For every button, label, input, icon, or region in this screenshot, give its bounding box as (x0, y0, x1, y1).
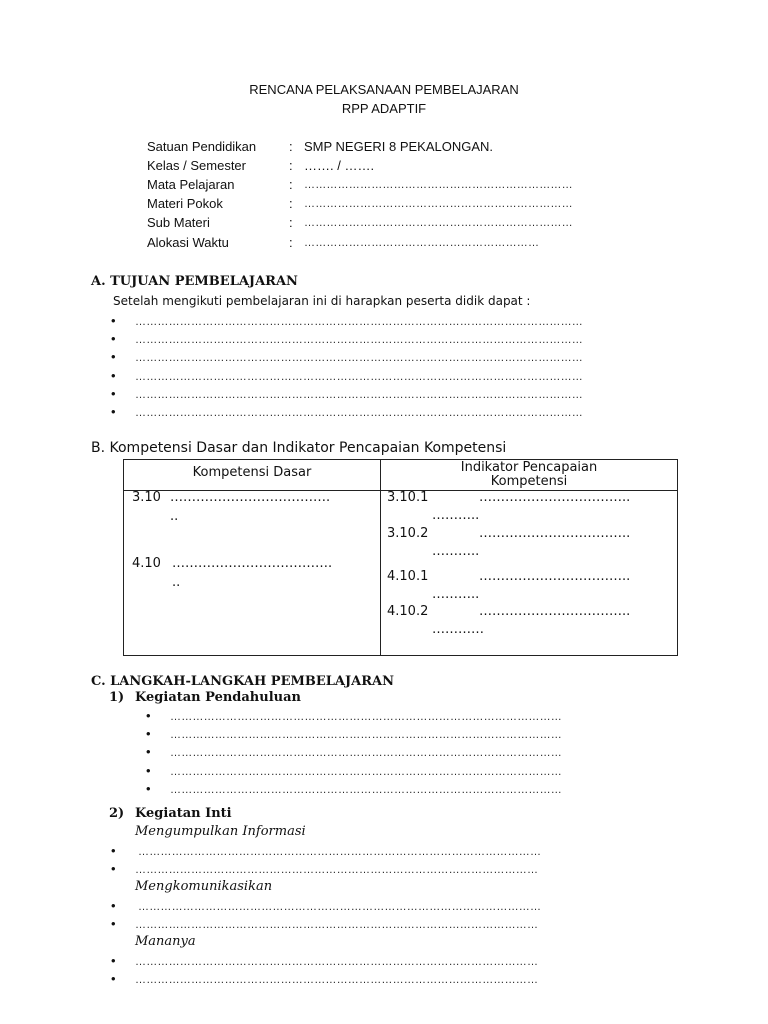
bullet-icon: • (146, 763, 151, 778)
identity-colon: : (289, 139, 293, 154)
bullet-icon: • (111, 861, 116, 876)
bullet-icon: • (111, 368, 116, 383)
identity-label: Kelas / Semester (147, 158, 246, 173)
step-number: 1) (109, 690, 125, 705)
list-item: …………………………………………………………………………………………… (170, 747, 562, 759)
ipk-text: ……….. (432, 587, 480, 602)
bullet-icon: • (146, 781, 151, 796)
bullet-icon: • (111, 916, 116, 931)
list-item: ………………………………………………………………………………………………………… (135, 334, 583, 346)
section-c-heading: C. LANGKAH-LANGKAH PEMBELAJARAN (91, 674, 395, 689)
kd-text: .. (172, 575, 181, 590)
kd-text: ………………………………. (170, 490, 331, 505)
document-title: RENCANA PELAKSANAAN PEMBELAJARAN (249, 82, 519, 97)
list-item: ……………………………………………………………………………………………… (138, 901, 542, 913)
ipk-text: …………………………….. (479, 604, 631, 619)
identity-value: ……………………………………………………………… (304, 217, 573, 229)
list-item: ……………………………………………………………………………………………… (138, 846, 542, 858)
step-number: 2) (109, 806, 125, 821)
kd-text: .. (170, 509, 179, 524)
identity-colon: : (289, 196, 293, 211)
section-a-heading: A. TUJUAN PEMBELAJARAN (91, 274, 298, 289)
identity-value: ……………………………………………………………… (304, 198, 573, 210)
list-item: ……………………………………………………………………………………………… (135, 919, 539, 931)
ipk-code: 4.10.1 (387, 569, 429, 584)
ipk-code: 3.10.2 (387, 526, 429, 541)
kd-text: ………………………………. (172, 556, 333, 571)
bullet-icon: • (146, 708, 151, 723)
bullet-icon: • (111, 898, 116, 913)
list-item: ………………………………………………………………………………………………………… (135, 316, 583, 328)
table-header-ipk: Kompetensi (490, 474, 568, 489)
table-header-ipk: Indikator Pencapaian (460, 460, 598, 475)
ipk-text: …………………………….. (479, 569, 631, 584)
identity-label: Materi Pokok (147, 196, 223, 211)
bullet-icon: • (146, 726, 151, 741)
list-item: …………………………………………………………………………………………… (170, 784, 562, 796)
bullet-icon: • (111, 349, 116, 364)
bullet-icon: • (146, 744, 151, 759)
activity-label: Mengkomunikasikan (135, 879, 273, 894)
table-header-kd: Kompetensi Dasar (192, 465, 312, 480)
bullet-icon: • (111, 843, 116, 858)
section-a-intro: Setelah mengikuti pembelajaran ini di harapkan peserta didik dapat : (113, 294, 531, 308)
identity-value: SMP NEGERI 8 PEKALONGAN. (304, 139, 494, 154)
list-item: ………………………………………………………………………………………………………… (135, 371, 583, 383)
list-item: …………………………………………………………………………………………… (170, 711, 562, 723)
ipk-text: ……….. (432, 544, 480, 559)
list-item: …………………………………………………………………………………………… (170, 766, 562, 778)
ipk-text: ………… (432, 622, 484, 637)
identity-colon: : (289, 177, 293, 192)
identity-label: Sub Materi (147, 215, 210, 230)
bullet-icon: • (111, 953, 116, 968)
identity-value: ……………………………………………………… (304, 237, 540, 249)
ipk-text: ……….. (432, 508, 480, 523)
identity-label: Satuan Pendidikan (147, 139, 257, 154)
identity-colon: : (289, 235, 293, 250)
step-title: Kegiatan Pendahuluan (135, 690, 301, 705)
list-item: ………………………………………………………………………………………………………… (135, 389, 583, 401)
ipk-code: 4.10.2 (387, 604, 429, 619)
list-item: …………………………………………………………………………………………… (170, 729, 562, 741)
bullet-icon: • (111, 971, 116, 986)
identity-colon: : (289, 215, 293, 230)
bullet-icon: • (111, 386, 116, 401)
list-item: ………………………………………………………………………………………………………… (135, 352, 583, 364)
activity-label: Mananya (135, 934, 196, 949)
ipk-code: 3.10.1 (387, 490, 429, 505)
document-subtitle: RPP ADAPTIF (341, 101, 427, 116)
step-title: Kegiatan Inti (135, 806, 232, 821)
list-item: ……………………………………………………………………………………………… (135, 864, 539, 876)
kd-code: 3.10 (132, 490, 161, 505)
list-item: ……………………………………………………………………………………………… (135, 956, 539, 968)
ipk-text: …………………………….. (479, 490, 631, 505)
bullet-icon: • (111, 404, 116, 419)
identity-label: Mata Pelajaran (147, 177, 235, 192)
identity-value: ……………………………………………………………… (304, 179, 573, 191)
identity-value: ……. / ……. (304, 158, 375, 173)
bullet-icon: • (111, 331, 116, 346)
section-b-heading: B. Kompetensi Dasar dan Indikator Pencapaian Kompetensi (91, 440, 507, 456)
identity-colon: : (289, 158, 293, 173)
kd-code: 4.10 (132, 556, 161, 571)
activity-label: Mengumpulkan Informasi (135, 824, 306, 839)
ipk-text: …………………………….. (479, 526, 631, 541)
bullet-icon: • (111, 313, 116, 328)
list-item: ……………………………………………………………………………………………… (135, 974, 539, 986)
list-item: ………………………………………………………………………………………………………… (135, 407, 583, 419)
identity-label: Alokasi Waktu (147, 235, 229, 250)
